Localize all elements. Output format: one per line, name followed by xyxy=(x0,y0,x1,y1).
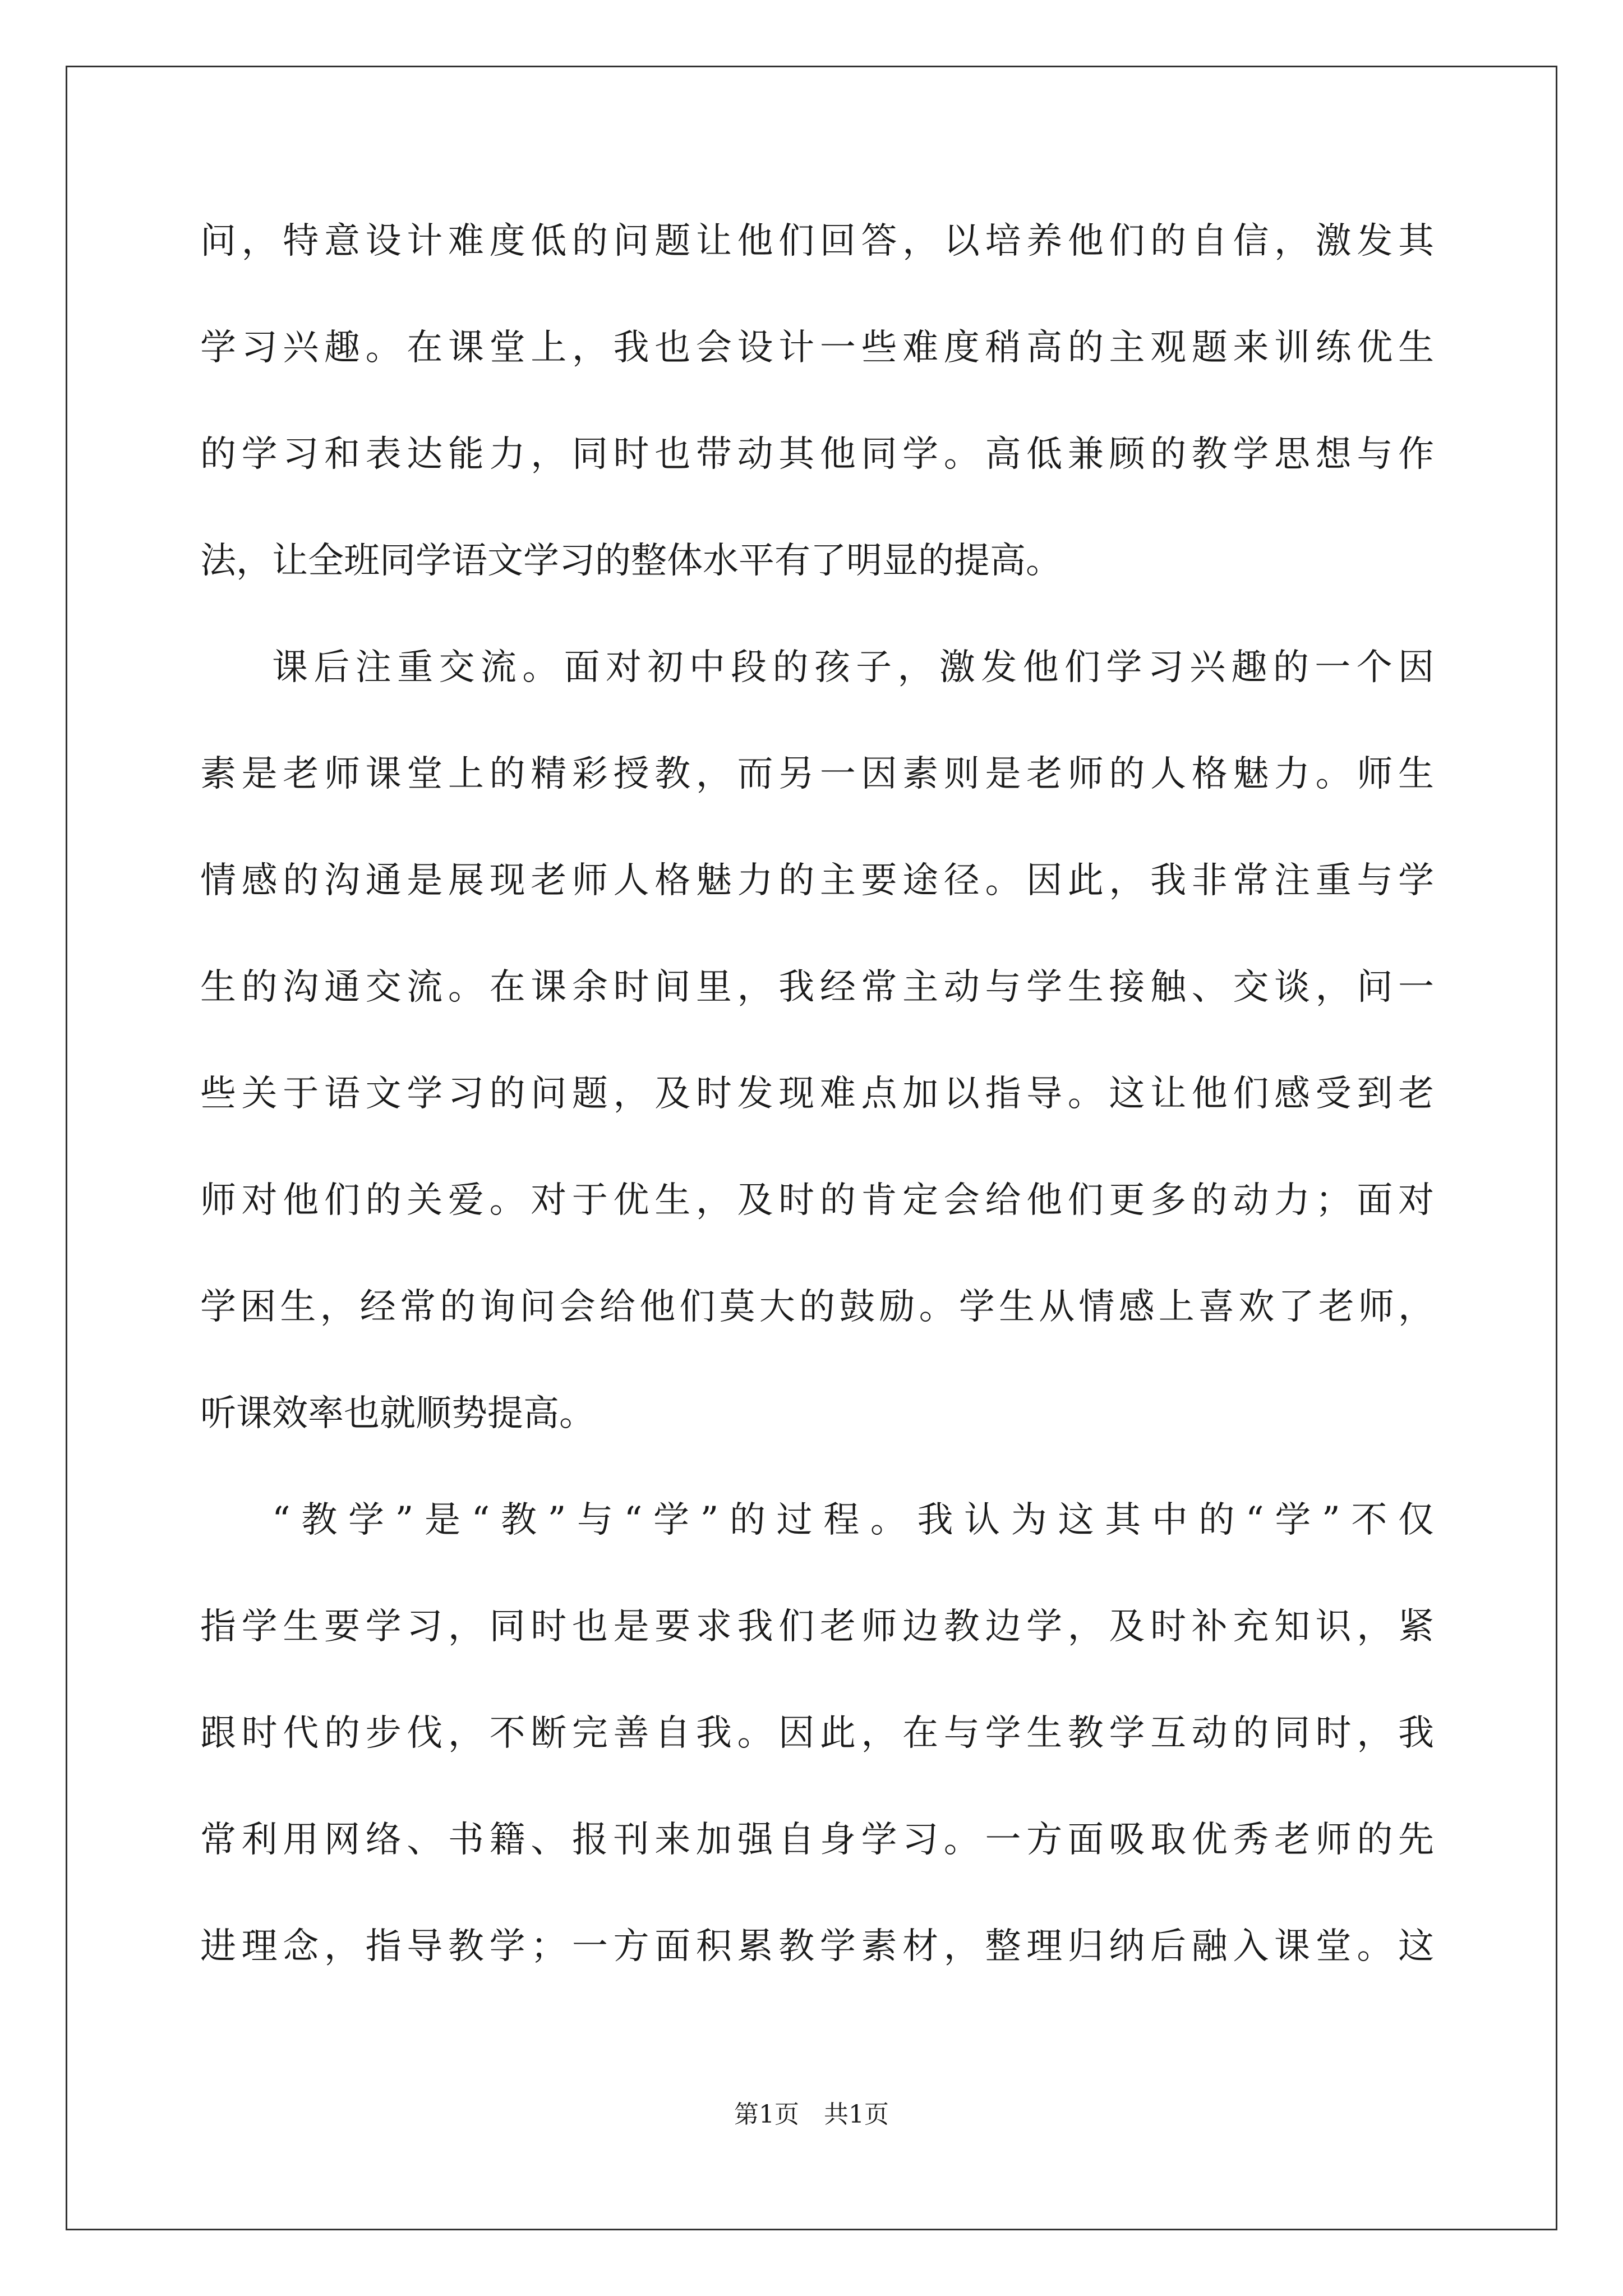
text-line: 常利用网络、书籍、报刊来加强自身学习。一方面吸取优秀老师的先 xyxy=(200,1819,1434,1861)
text-line: 指学生要学习，同时也是要求我们老师边教边学，及时补充知识，紧 xyxy=(200,1606,1434,1648)
page-footer xyxy=(0,2098,1623,2132)
page-border xyxy=(66,66,1557,2230)
text-line: 生的沟通交流。在课余时间里，我经常主动与学生接触、交谈，问一 xyxy=(200,967,1434,1008)
text-line: 问，特意设计难度低的问题让他们回答，以培养他们的自信，激发其 xyxy=(200,220,1434,262)
text-line: 跟时代的步伐，不断完善自我。因此，在与学生教学互动的同时，我 xyxy=(200,1713,1434,1754)
text-line: 素是老师课堂上的精彩授教，而另一因素则是老师的人格魅力。师生 xyxy=(200,753,1434,795)
paragraph-first-line: “教学”是“教”与“学”的过程。我认为这其中的“学”不仅 xyxy=(272,1499,1434,1541)
text-line: 的学习和表达能力，同时也带动其他同学。高低兼顾的教学思想与作 xyxy=(200,434,1434,475)
text-line: 学困生，经常的询问会给他们莫大的鼓励。学生从情感上喜欢了老师， xyxy=(200,1286,1434,1328)
text-line: 法，让全班同学语文学习的整体水平有了明显的提高。 xyxy=(200,540,1062,582)
text-line: 情感的沟通是展现老师人格魅力的主要途径。因此，我非常注重与学 xyxy=(200,860,1434,901)
text-line: 学习兴趣。在课堂上，我也会设计一些难度稍高的主观题来训练优生 xyxy=(200,327,1434,369)
text-line: 听课效率也就顺势提高。 xyxy=(200,1393,595,1434)
text-line: 师对他们的关爱。对于优生，及时的肯定会给他们更多的动力；面对 xyxy=(200,1180,1434,1221)
page-number: 第1页 xyxy=(734,2100,799,2129)
text-line: 些关于语文学习的问题，及时发现难点加以指导。这让他们感受到老 xyxy=(200,1073,1434,1115)
page-total: 共1页 xyxy=(824,2100,889,2129)
text-line: 进理念，指导教学；一方面积累教学素材，整理归纳后融入课堂。这 xyxy=(200,1926,1434,1967)
paragraph-first-line: 课后注重交流。面对初中段的孩子，激发他们学习兴趣的一个因 xyxy=(272,647,1434,688)
